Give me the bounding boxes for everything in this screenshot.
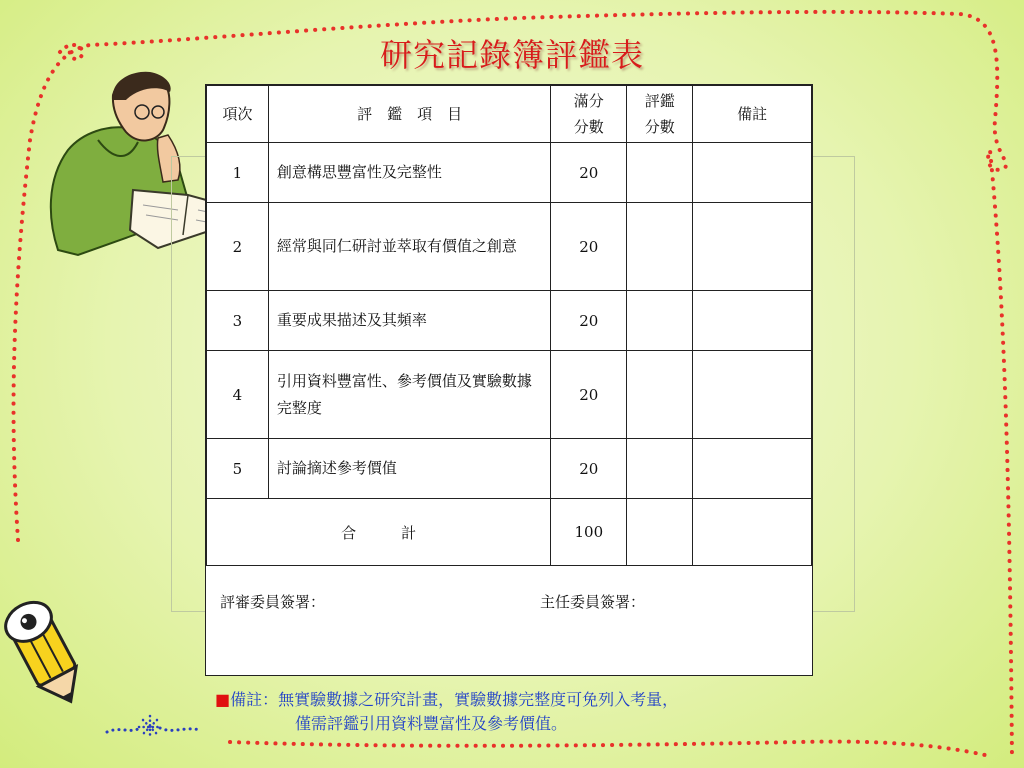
header-eval-score-line1: 評鑑 [644, 92, 675, 110]
header-full-score-line1: 滿分 [573, 92, 604, 110]
row-description: 經常與同仁研討並萃取有價值之創意 [268, 203, 550, 291]
header-remarks: 備註 [693, 86, 812, 143]
total-score: 100 [551, 499, 627, 566]
row-description: 引用資料豐富性、參考價值及實驗數據完整度 [268, 351, 550, 439]
header-full-score-line2: 分數 [573, 118, 604, 136]
row-eval-score-cell[interactable] [627, 439, 693, 499]
row-remarks-cell[interactable] [693, 291, 812, 351]
row-eval-score-cell[interactable] [627, 351, 693, 439]
total-row [207, 499, 812, 566]
row-description: 重要成果描述及其頻率 [268, 291, 550, 351]
row-full-score: 20 [551, 203, 627, 291]
total-label: 合 計 [207, 499, 551, 566]
row-remarks-cell[interactable] [693, 439, 812, 499]
header-index: 項次 [207, 86, 269, 143]
row-full-score: 20 [551, 143, 627, 203]
pencil-clipart [0, 600, 95, 710]
header-eval-score-line2: 分數 [644, 118, 675, 136]
table-row [207, 291, 812, 351]
row-number: 1 [207, 143, 269, 203]
row-eval-score-cell[interactable] [627, 143, 693, 203]
signature-area [206, 565, 812, 675]
row-number: 4 [207, 351, 269, 439]
table-row [207, 351, 812, 439]
note-line1: 備註：無實驗數據之研究計畫，實驗數據完整度可免列入考量， [230, 690, 679, 709]
red-square-bullet-icon: ■ [215, 690, 231, 709]
sparkle-dots [105, 712, 205, 742]
header-eval-score [627, 86, 693, 143]
note-line2: 僅需評鑑引用資料豐富性及參考價值。 [295, 714, 568, 733]
row-description: 討論摘述參考價值 [268, 439, 550, 499]
total-remarks-cell[interactable] [693, 499, 812, 566]
remark-note [215, 688, 678, 736]
table-row [207, 143, 812, 203]
row-description: 創意構思豐富性及完整性 [268, 143, 550, 203]
evaluation-table [206, 85, 812, 566]
header-item: 評 鑑 項 目 [268, 86, 550, 143]
total-eval-score-cell[interactable] [627, 499, 693, 566]
row-remarks-cell[interactable] [693, 143, 812, 203]
row-full-score: 20 [551, 291, 627, 351]
row-eval-score-cell[interactable] [627, 291, 693, 351]
row-number: 3 [207, 291, 269, 351]
reviewer-signature-label: 評審委員簽署： [220, 593, 326, 611]
director-signature-label: 主任委員簽署： [540, 593, 646, 611]
row-remarks-cell[interactable] [693, 203, 812, 291]
page-title: 研究記錄簿評鑑表 [379, 36, 644, 74]
header-full-score [551, 86, 627, 143]
evaluation-sheet [205, 84, 813, 676]
row-full-score: 20 [551, 351, 627, 439]
table-header-row [207, 86, 812, 143]
table-row [207, 203, 812, 291]
row-number: 5 [207, 439, 269, 499]
row-remarks-cell[interactable] [693, 351, 812, 439]
row-eval-score-cell[interactable] [627, 203, 693, 291]
row-number: 2 [207, 203, 269, 291]
row-full-score: 20 [551, 439, 627, 499]
table-row [207, 439, 812, 499]
